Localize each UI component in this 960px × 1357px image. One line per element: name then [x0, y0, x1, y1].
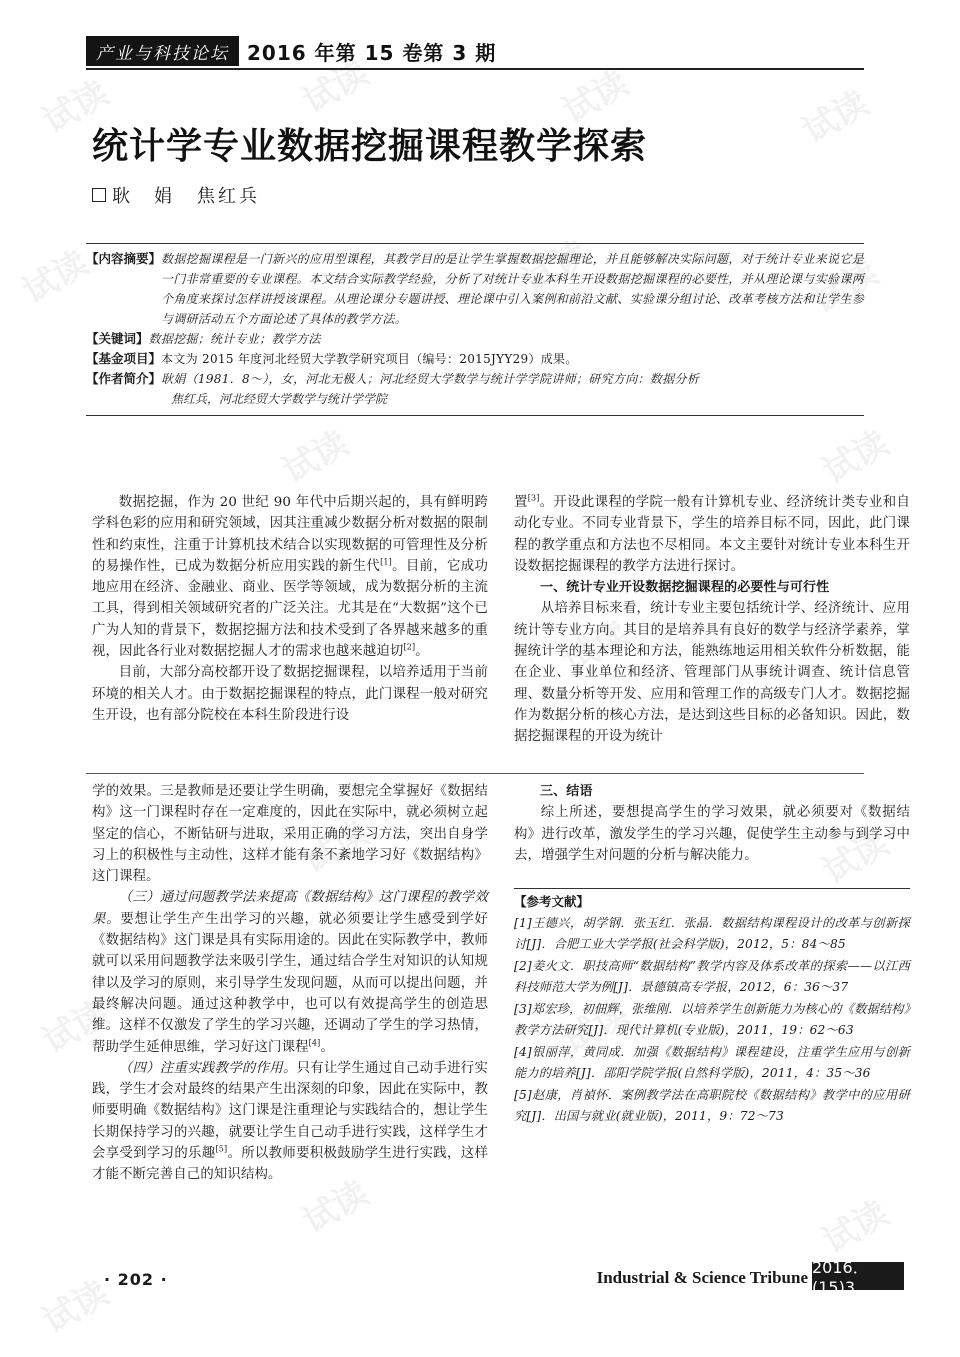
body-bottom-right-column — [514, 781, 910, 866]
reference-item: [3]郑宏珍，初佃辉，张维刚．以培养学生创新能力为核心的《数据结构》教学方法研究[J]．现代计算机(专业版)，2011，19：62～63 — [514, 1001, 910, 1037]
citation: [5] — [215, 1144, 228, 1154]
issue-label: 2016 年第 15 卷第 3 期 — [247, 40, 497, 65]
fund-label: 【基金项目】 — [86, 351, 162, 366]
citation: [1] — [380, 557, 392, 567]
author-bio-text-2: 焦红兵，河北经贸大学数学与统计学学院 — [171, 392, 388, 406]
references-section — [514, 888, 910, 1128]
journal-english-name: Industrial & Science Tribune — [596, 1268, 808, 1287]
author-line — [92, 182, 260, 208]
paragraph: （四）注重实践教学的作用。只有让学生通过自己动手进行实践，学生才会对最终的结果产生出深刻的印象，因此在实际中，教师要明确《数据结构》这门课是注重理论与实践结合的，想让学生长期保持学习的兴趣，就要让学生自己动手进行实践，这样学生才会享受到学习的乐趣[5]。所以教师要积极鼓励学生进行实践，这样才能不断完善自己的知识结构。 — [92, 1060, 488, 1183]
journal-name: 产业与科技论坛 — [86, 36, 239, 66]
abstract-block — [86, 243, 864, 416]
author-bio-row — [86, 369, 864, 389]
body-top-right-column — [514, 492, 910, 748]
paragraph: 数据挖掘，作为 20 世纪 90 年代中后期兴起的，具有鲜明跨学科色彩的应用和研究领域，因其注重减少数据分析对数据的限制性和约束性，注重于计算机技术结合以实现数据的可管理性及分析的易操作性，已成为数据分析应用实践的新生代[1]。目前，它成功地应用在经济、金融业、商业、医学等领域，成为数据分析的主流工具，得到相关领域研究者的广泛关注。尤其是在“大数据”这个已广为人知的背景下，数据挖掘方法和技术受到了各界越来越多的重视，因此各行业对数据挖掘人才的需求也越来越迫切[2]。 — [92, 495, 488, 660]
fund-row — [86, 349, 864, 369]
citation: [4] — [308, 1038, 321, 1048]
date-badge: 2016．(15)3 — [812, 1262, 904, 1290]
paragraph: 学的效果。三是教师是还要让学生明确，要想完全掌握好《数据结构》这一门课程时存在一定难度的，因此在实际中，就必须树立起坚定的信心，不断钻研与进取，采用正确的学习方法，突出自身学习上的积极性与主动性，这样才能有条不紊地学习好《数据结构》这门课程。 — [92, 784, 488, 885]
paragraph: 从培养目标来看，统计专业主要包括统计学、经济统计、应用统计等专业方向。其目的是培养具有良好的数学与经济学素养，掌握统计学的基本理论和方法，能熟练地运用相关软件分析数据，能在企业、事业单位和经济、管理部门从事统计调查、统计信息管理、数量分析等开发、应用和管理工作的高级专门人才。数据挖掘作为数据分析的核心方法，是达到这些目标的必备知识。因此，数据挖掘课程的开设为统计 — [514, 601, 910, 745]
section-heading: 一、统计专业开设数据挖掘课程的必要性与可行性 — [540, 580, 830, 596]
header-divider — [86, 68, 864, 70]
author-2: 焦红兵 — [197, 186, 260, 207]
author-bio-text-1: 耿娟（1981．8～），女，河北无极人；河北经贸大学数学与统计学学院讲师；研究方向：数据分析 — [161, 372, 699, 386]
fund-text: 本文为 2015 年度河北经贸大学教学研究项目（编号：2015JYY29）成果。 — [161, 352, 578, 366]
abstract-label: 【内容摘要】 — [86, 251, 162, 266]
author-1: 耿 娟 — [112, 186, 175, 207]
paragraph: 目前，大部分高校都开设了数据挖掘课程，以培养适用于当前环境的相关人才。由于数据挖掘课程的特点，此门课程一般对研究生开设，也有部分院校在本科生阶段进行设 — [92, 665, 488, 723]
paragraph: 综上所述，要想提高学生的学习效果，就必须要对《数据结构》进行改革，激发学生的学习兴趣，促使学生主动参与到学习中去，增强学生对问题的分析与解决能力。 — [514, 805, 910, 863]
section-heading: 三、结语 — [540, 784, 593, 799]
paragraph: 置[3]。开设此课程的学院一般有计算机专业、经济统计类专业和自动化专业。不同专业背景下，学生的培养目标不同，因此，此门课程的教学重点和方法也不尽相同。本文主要针对统计专业本科生开设数据挖掘课程的教学方法进行探讨。 — [514, 493, 910, 574]
watermark-layer: 试读 试读 试读 试读 试读 试读 试读 试读 试读 试读 试读 试读 试读 试读 试读 试读 试读 — [16, 53, 896, 1342]
citation: [2] — [403, 642, 416, 652]
references-title: 【参考文献】 — [514, 894, 590, 909]
body-bottom-left-column — [92, 781, 488, 1186]
author-bio-label: 【作者简介】 — [86, 371, 162, 386]
keywords-row — [86, 329, 864, 349]
reference-item: [5]赵康，肖禎怀．案例教学法在高职院校《数据结构》教学中的应用研究[J]．出国与就业(就业版)，2011，9：72～73 — [514, 1087, 910, 1123]
paragraph: （三）通过问题教学法来提高《数据结构》这门课程的教学效果。要想让学生产生出学习的兴趣，就必须要让学生感受到学好《数据结构》这门课是具有实际用途的。因此在实际教学中，教师就可以采用问题教学法来吸引学生，通过结合学生对知识的认知规律以及学习的原则，来引导学生发现问题，从而可以提出问题，并最终解决问题。通过这种教学中，也可以有效提高学生的创造思维。这样不仅激发了学生的学习兴趣，还调动了学生的学习热情，帮助学生延伸思维，学习好这门课程[4]。 — [92, 890, 488, 1055]
page-number: · 202 · — [104, 1270, 168, 1289]
reference-item: [2]姜火文．职技高师“数据结构”教学内容及体系改革的探索——以江西科技师范大学为例[J]．景德镇高专学报，2012，6：36～37 — [514, 958, 910, 994]
keywords-label: 【关键词】 — [86, 331, 149, 346]
body-top-left-column — [92, 492, 488, 726]
citation: [3] — [527, 493, 540, 503]
reference-item: [4]银丽萍，黄同成．加强《数据结构》课程建设，注重学生应用与创新能力的培养[J]．邵阳学院学报(自然科学版)，2011，4：35～36 — [514, 1044, 910, 1080]
abstract-text: 数据挖掘课程是一门新兴的应用型课程，其教学目的是让学生掌握数据挖掘理论，并且能够解决实际问题，对于统计专业来说它是一门非常重要的专业课程。本文结合实际教学经验，分析了对统计专业本科生开设数据挖掘课程的必要性，并从理论课与实验课两个角度来探讨怎样讲授该课程。从理论课分专题讲授、理论课中引入案例和前沿文献、实验课分组讨论、改革考核方法和让学生参与调研活动五个方面论述了具体的教学方法。 — [161, 252, 864, 326]
keywords-text: 数据挖掘；统计专业；教学方法 — [148, 332, 321, 346]
section-divider — [86, 773, 864, 774]
author-marker-icon — [92, 188, 106, 202]
reference-item: [1]王德兴，胡学钢．张玉红．张晶．数据结构课程设计的改革与创新探讨[J]．合肥工业大学学报(社会科学版)，2012，5：84～85 — [514, 915, 910, 951]
abstract-row — [86, 249, 864, 329]
journal-header — [86, 36, 496, 66]
article-title: 统计学专业数据挖掘课程教学探索 — [92, 126, 648, 167]
